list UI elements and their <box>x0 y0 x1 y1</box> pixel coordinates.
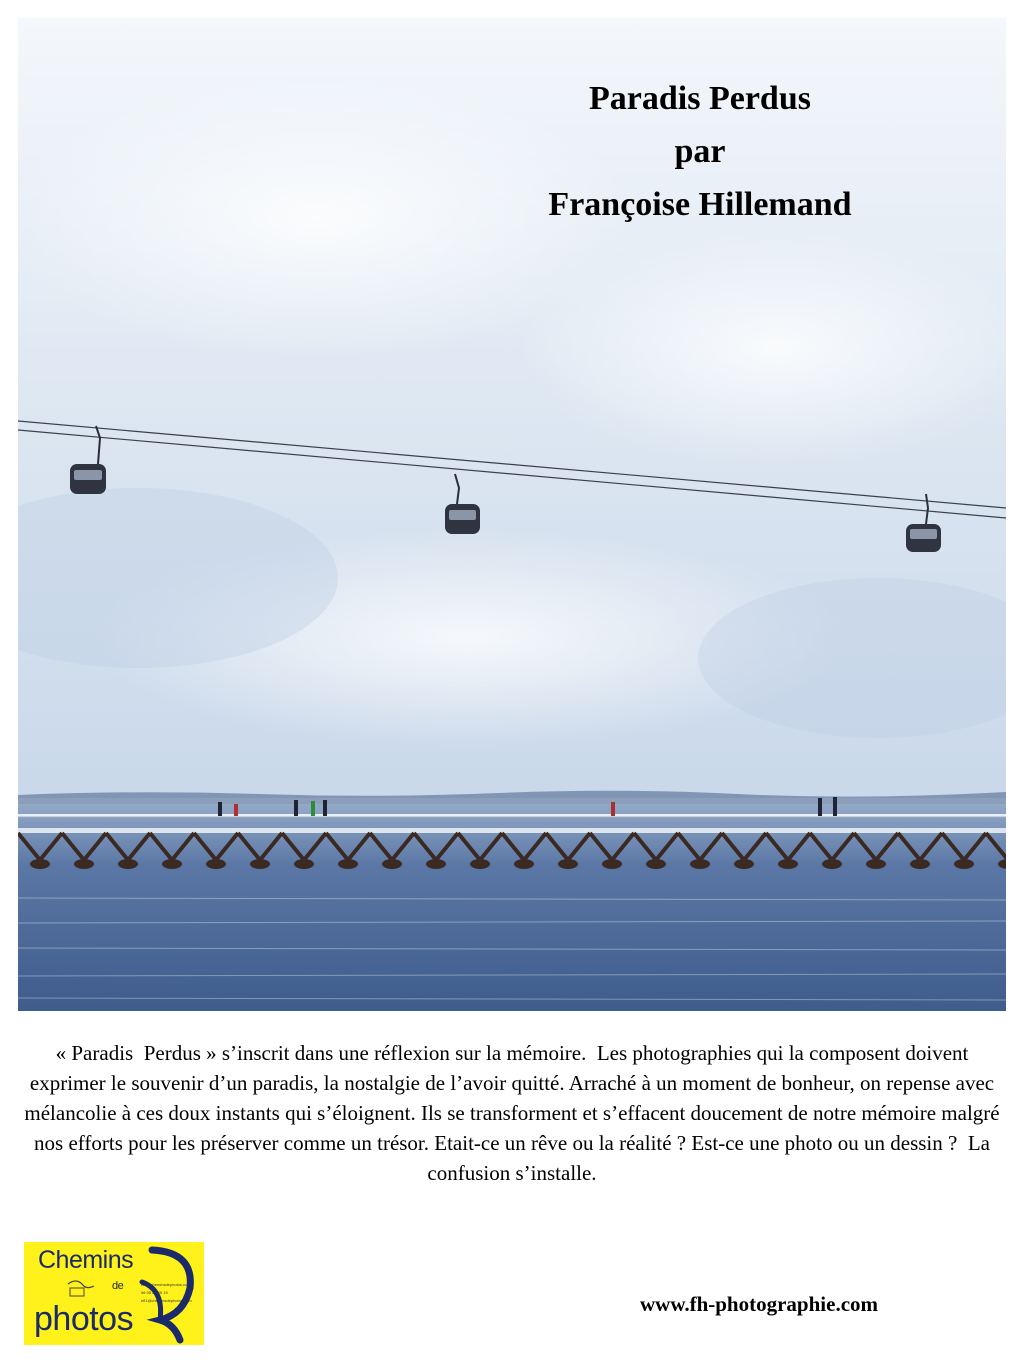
walkway-pylon <box>294 859 314 869</box>
logo-contact-line: efl1@cheminsdephotos.com <box>141 1298 192 1303</box>
walkway-pylon <box>118 859 138 869</box>
walkway-pylon <box>250 859 270 869</box>
walkway-pylon <box>822 859 842 869</box>
walkway-pylon <box>954 859 974 869</box>
title-block <box>480 72 920 231</box>
walkway-pylon <box>646 859 666 869</box>
walkway-pylon <box>514 859 534 869</box>
walkway-pylon <box>866 859 886 869</box>
website-link[interactable]: www.fh-photographie.com <box>640 1292 879 1316</box>
walkway-pylon <box>338 859 358 869</box>
walkway-pylon <box>382 859 402 869</box>
logo-contact-line: 06 95 29 65 19 <box>141 1290 168 1295</box>
logo-word-chemins: Chemins <box>38 1246 134 1274</box>
walkway-pylon <box>910 859 930 869</box>
walkway-pylon <box>162 859 182 869</box>
byline-word: par <box>674 133 726 170</box>
description-paragraph: « Paradis Perdus » s’inscrit dans une réflexion sur la mémoire. Les photographies qui la composent doivent exprimer le souvenir d’un paradis, la nostalgie de l’avoir quitté. Arraché à un moment de bonheur, on repense avec mélancolie à ces doux instants qui s’éloignent. Ils se transforment et s’effacent doucement de notre mémoire malgré nos efforts pour les préserver comme un trésor. Etait-ce un rêve ou la réalité ? Est-ce une photo ou un dessin ? La confusion s’installe. <box>24 1041 1005 1185</box>
logo-word-de: de <box>112 1280 124 1292</box>
logo-word-photos: photos <box>34 1300 134 1338</box>
walkway-pylon <box>470 859 490 869</box>
document-title: Paradis Perdus <box>589 80 811 117</box>
walkway-pylon <box>30 859 50 869</box>
walkway-pylon <box>602 859 622 869</box>
walkway-pylon <box>74 859 94 869</box>
walkway-pylon <box>426 859 446 869</box>
chemins-de-photos-logo <box>24 1242 204 1345</box>
walkway-pylon <box>734 859 754 869</box>
author-name: Françoise Hillemand <box>548 186 852 223</box>
walkway-pylon <box>690 859 710 869</box>
logo-contact-line: www.cheminsdephotos.com <box>141 1282 191 1287</box>
walkway-pylon <box>206 859 226 869</box>
walkway-pylon <box>778 859 798 869</box>
walkway-pylon <box>558 859 578 869</box>
